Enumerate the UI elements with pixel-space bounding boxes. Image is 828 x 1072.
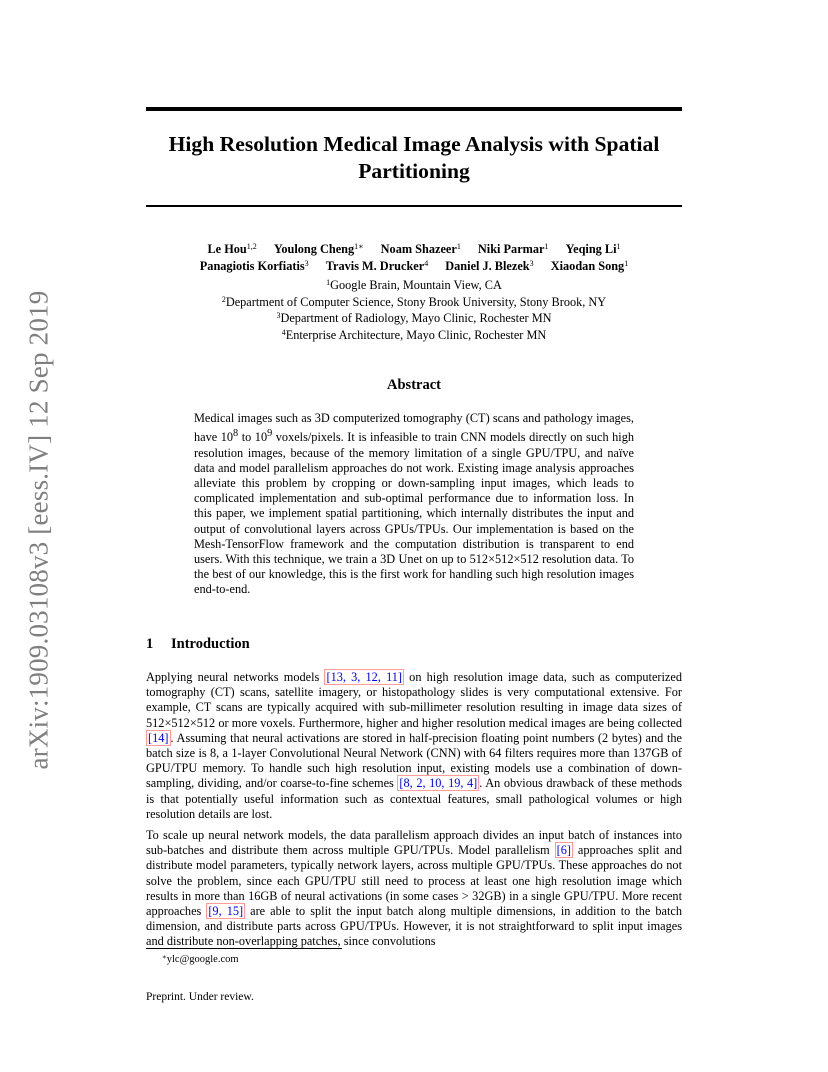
affiliation: $^3$Department of Radiology, Mayo Clinic, Rochester MN [276,311,552,325]
author: Panagiotis Korfiatis$^3$ [199,259,309,273]
author: Le Hou$^{1,2}$ [207,242,257,256]
author: Yeqing Li$^1$ [565,242,621,256]
arxiv-stamp: arXiv:1909.03108v3 [eess.IV] 12 Sep 2019 [23,290,54,770]
section-heading [146,636,250,653]
paragraph: Applying neural networks models [13, 3, 12, 11] on high resolution image data, such as computerized tomography (CT) scans, satellite imagery, or histopathology slides is very computational extensive. For example, CT scans are typically acquired with sub-millimeter resolution resulting in image data sizes of 512×512×512 or more voxels. Furthermore, higher and higher resolution medical images are being collected [14] . Assuming that neural activations are stored in half-precision floating point numbers (2 bytes) and the batch size is 8, a 1-layer Convolutional Neural Network (CNN) with 64 filters requires more than 137GB of GPU/TPU memory. To handle such high resolution input, existing models use a combination of down-sampling, dividing, and/or coarse-to-fine schemes [8, 2, 10, 19, 4] . An obvious drawback of these methods is that potentially useful information such as contextual features, small pathological volumes or high resolution details are lost. [146,670,683,821]
author-row-2 [146,258,682,275]
author: Xiaodan Song$^1$ [550,259,629,273]
title-bottom-rule [146,205,682,207]
affiliation: $^4$Enterprise Architecture, Mayo Clinic, Rochester MN [281,327,547,342]
author: Noam Shazeer$^1$ [380,242,461,256]
paper-title [146,131,682,185]
citation-link[interactable]: [13, 3, 12, 11] [326,670,402,684]
section-number: 1 [146,636,154,652]
paragraph: To scale up neural network models, the data parallelism approach divides an input batch of instances into sub-batches and distribute them across multiple GPU/TPUs. Model parallelism [6] approaches split and distribute model parameters, typically network layers, across multiple GPU/TPUs. These approaches do not solve the problem, since each GPU/TPU still need to process at least one high resolution image which results in more than 16GB of neural activations (in some cases > 32GB) in a single GPU/TPU. More recent approaches [9, 15] are able to split the input batch along multiple dimensions, in addition to the batch dimension, and distribute parts across GPU/TPUs. However, it is not straightforward to split input images and distribute non-overlapping patches, since convolutions [146,828,682,949]
citation-link[interactable]: [8, 2, 10, 19, 4] [399,776,478,791]
footnote: ∗ylc@google.com [162,953,239,965]
citation-link[interactable]: [9, 15] [208,904,244,919]
author: Niki Parmar$^1$ [477,242,549,256]
title-line-1: High Resolution Medical Image Analysis with Spatial [168,132,660,156]
section-title: Introduction [171,636,250,652]
introduction-body [146,670,682,956]
citation-link[interactable]: [14] [148,730,169,745]
footnote-rule [146,948,342,949]
footnote-email[interactable]: ylc@google.com [166,954,239,965]
author-row-1 [146,241,682,258]
affiliation: $^1$Google Brain, Mountain View, CA [326,278,502,292]
affiliation: $^2$Department of Computer Science, Stony Brook University, Stony Brook, NY [221,294,607,309]
preprint-note: Preprint. Under review. [146,991,254,1003]
title-line-2: Partitioning [358,159,470,183]
title-top-rule [146,107,682,111]
author: Youlong Cheng$^{1∗}$ [273,242,364,256]
author: Travis M. Drucker$^4$ [325,259,429,273]
author: Daniel J. Blezek$^3$ [445,259,534,273]
abstract-heading: Abstract [387,377,441,393]
citation-link[interactable]: [6] [556,843,571,858]
abstract-text: Medical images such as 3D computerized tomography (CT) scans and pathology images, have $10^8$ to $10^9$ voxels/pixels. It is infeasible to train CNN models directly on such high resolution images, because of the memory limitation of a single GPU/TPU, and naïve data and model parallelism approaches do not work. Existing image analysis approaches alleviate this problem by cropping or down-sampling input images, which leads to complicated implementation and sub-optimal performance due to information loss. In this paper, we implement spatial partitioning, which internally distributes the input and output of convolutional layers across GPUs/TPUs. Our implementation is based on the Mesh-TensorFlow framework and the computation distribution is transparent to end users. With this technique, we train a 3D Unet on up to 512×512×512 resolution data. To the best of our knowledge, this is the first work for handling such high resolution images end-to-end. [194,411,634,597]
affiliation-list [146,277,682,343]
author-list [146,241,682,275]
